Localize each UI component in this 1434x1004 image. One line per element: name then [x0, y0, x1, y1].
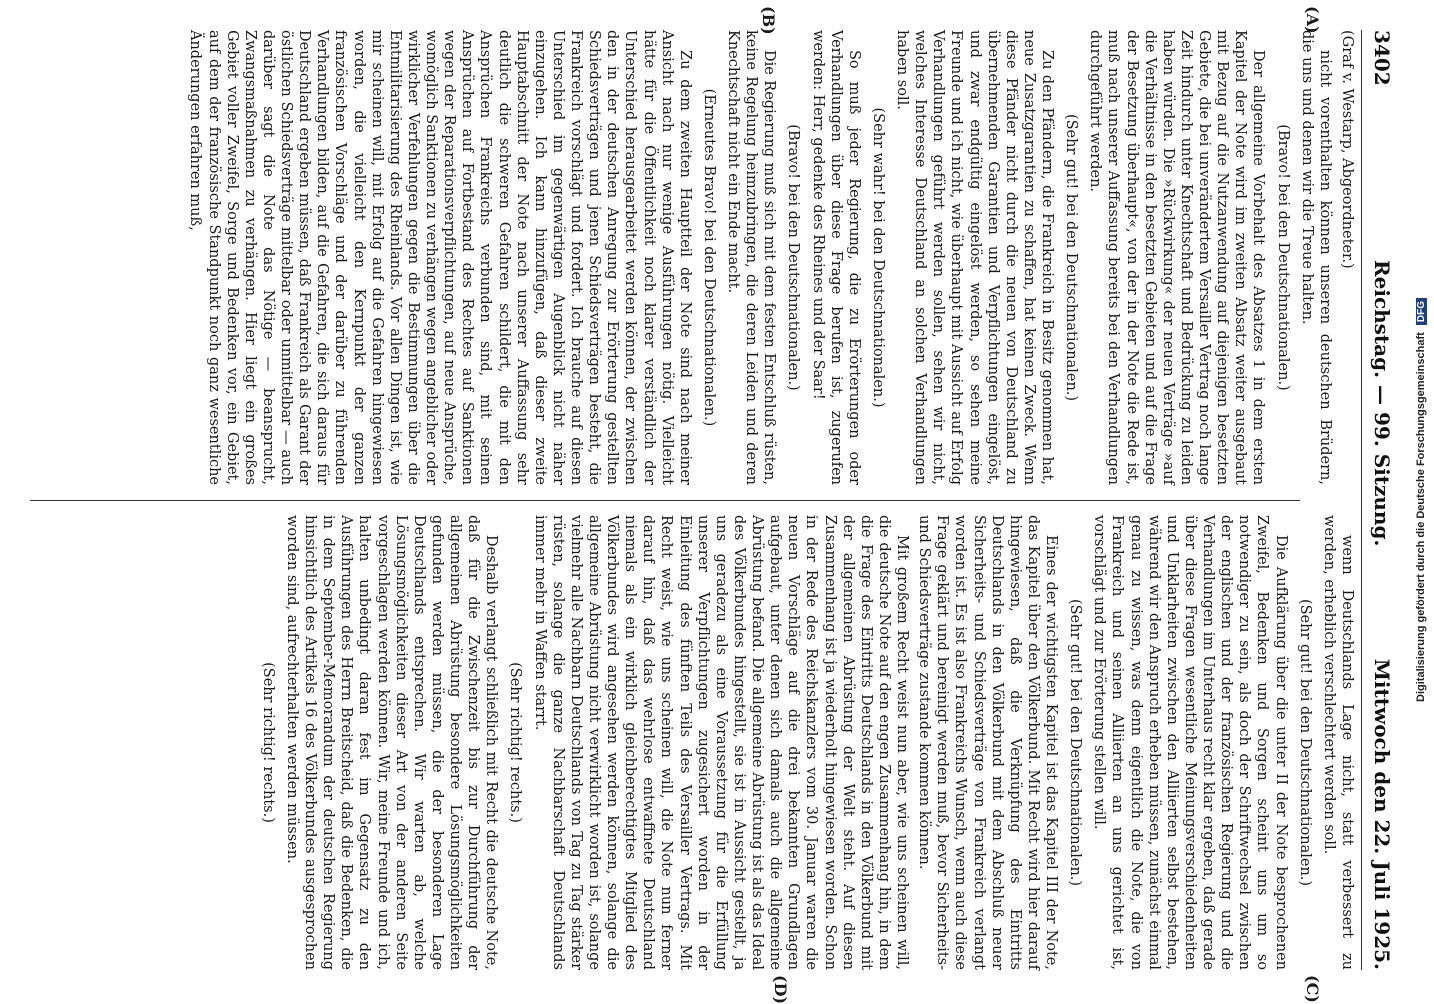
interjection: (Bravo! bei den Deutschnationalen.) — [1274, 124, 1291, 391]
right-column — [253, 515, 1356, 970]
interjection: (Bravo! bei den Deutschnationalen.) — [785, 124, 802, 391]
paragraph: Die Regierung muß sich mit dem festen Entschluß rüsten, keine Regelung heimzubringen, die deren Leiden und deren Knechtschaft nicht ein Ende macht. — [725, 30, 778, 485]
session-date: Mittwoch den 22. Juli 1925. — [1370, 658, 1394, 970]
dfg-logo: DFG — [1416, 298, 1427, 325]
margin-marker-a: (A) — [1303, 6, 1322, 34]
paragraph: nicht vorenthalten können unseren deutschen Brüdern, die uns und denen wir die Treue halten. — [1298, 30, 1333, 485]
session-title: Reichstag. — 99. Sitzung. — [1370, 260, 1394, 547]
interjection: (Sehr gut! bei den Deutschnationalen.) — [1067, 598, 1084, 887]
margin-marker-c: (C) — [1303, 975, 1322, 1003]
paragraph: Die Aufklärung über die unter II der Note besprochenen Zweifel, Bedenken und Sorgen scheint uns um so notwendiger zu sein, als doch der Schriftwechsel zwischen der englischen und der französischen Regierung und die Verhandlungen im Unterhaus recht klar ergeben, daß gerade über diese Fragen wesentliche Meinungsverschiedenheiten und Unklarheiten zwischen den Alliierten selbst bestehen, während wir den Anspruch erheben müssen, zunächst einmal genau zu wissen, was denn eigentlich die Note, die von Frankreich und seinen Alliierten an uns gerichtet ist, vorschlägt und zur Erörterung stellen will. — [1091, 515, 1289, 970]
interjection: (Sehr gut! bei den Deutschnationalen.) — [1296, 598, 1313, 887]
interjection: (Sehr richtig! rechts.) — [507, 662, 524, 823]
interjection: (Sehr richtig! rechts.) — [259, 662, 276, 823]
digitization-note — [1408, 0, 1434, 1000]
left-column — [182, 30, 1356, 485]
speaker-note: (Graf v. Westarp, Abgeordneter.) — [1339, 30, 1355, 269]
column-divider — [30, 500, 1300, 501]
interjection: (Sehr gut! bei den Deutschnationalen.) — [1063, 113, 1080, 402]
header-rule — [1361, 30, 1362, 970]
paragraph: Eines der wichtigsten Kapitel ist das Kapitel III der Note, das Kapitel über den Völkerbund. Mit Recht wird hier darauf hingewiesen, daß die Verknüpfung des Eintritts Deutschlands in den Völkerbund mit dem Abschluß neuer Sicherheits- und Schiedsverträge von Frankreich verlangt worden ist. Es ist also Frankreichs Wunsch, wenn auch diese Frage geklärt und bereinigt werden muß, bevor Sicherheits- und Schiedsverträge zustande kommen können. — [916, 515, 1060, 970]
page-number: 3402 — [1370, 30, 1394, 86]
margin-marker-d: (D) — [771, 975, 790, 1004]
page-header — [1364, 30, 1394, 970]
paragraph: Mit großem Recht weist nun aber, wie uns scheinen will, die deutsche Note auf den engen Zusammenhang hin, in dem die Frage des Eintritts Deutschlands in den Völkerbund mit der allgemeinen Abrüstung der Welt steht. Auf diesen Zusammenhang ist ja wiederholt hingewiesen worden. Schon in der Rede des Reichskanzlers vom 30. Januar waren die neuen Vorschläge auf die drei bekannten Grundlagen aufgebaut, unter denen sich damals auch die allgemeine Abrüstung befand. Die allgemeine Abrüstung ist als das Ideal des Völkerbundes hingestellt, sie ist in Aussicht gestellt, ja uns geradezu als eine Voraussetzung für die Erfüllung unserer Verpflichtungen zugesichert worden in der Einleitung des fünften Teils des Versailler Vertrags. Mit Recht weist, wie uns scheinen will, die Note nun ferner darauf hin, daß das wehrlose entwaffnete Deutschland niemals als ein wirklich gleichberechtigtes Mitglied des Völkerbundes wird angesehen werden können, solange die allgemeine Abrüstung nicht verwirklicht worden ist, solange vielmehr alle Nachbarn Deutschlands von Tag zu Tag stärker rüsten, solange die ganze Nachbarschaft Deutschlands immer mehr in Waffen starrt. — [531, 515, 911, 970]
paragraph: wenn Deutschlands Lage nicht, statt verbessert zu werden, erheblich verschlechtert werden soll. — [1320, 515, 1355, 970]
interjection: (Sehr wahr! bei den Deutschnationalen.) — [870, 107, 886, 408]
paragraph: Deshalb verlangt schließlich mit Recht die deutsche Note, daß für die Zwischenzeit bis zur Durchführung der allgemeinen Abrüstung besondere Lösungsmöglichkeiten gefunden werden müssen, die der besonderen Lage Deutschlands entsprechen. Wir warten ab, welche Lösungsmöglichkeiten dieser Art von der anderen Seite vorgeschlagen werden können. Wir, meine Freunde und ich, halten unbedingt daran fest im Gegensatz zu den Ausführungen des Herrn Breitscheid, daß die Bedenken, die in dem September-Memorandum der deutschen Regierung hinsichtlich des Artikels 16 des Völkerbundes ausgesprochen worden sind, aufrechterhalten werden müssen. — [284, 515, 500, 970]
paragraph: So muß jeder Regierung, die zu Erörterungen oder Verhandlungen über diese Frage berufen ist, zugerufen werden: Herr, gedenke des Rheines und der Saar! — [809, 30, 862, 485]
paragraph: Zu den Pfändern, die Frankreich in Besitz genommen hat, neue Zusatzgarantien zu schaffen, hat keinen Zweck. Wenn diese Pfänder nicht durch die neuen von Deutschland zu übernehmenden Garantien und Verpflichtungen eingelöst, und zwar endgültig eingelöst werden, so sehen meine Freunde und ich nicht, wie überhaupt mit Aussicht auf Erfolg Verhandlungen geführt werden sollen, sehen wir nicht, welches Interesse Deutschland an solchen Verhandlungen haben soll. — [894, 30, 1056, 485]
paragraph: Zu dem zweiten Hauptteil der Note sind nach meiner Ansicht nach nur wenige Ausführungen nötig. Vielleicht hätte für die Öffentlichkeit noch klarer verständlich der Unterschied herausgearbeitet werden können, der zwischen den in der deutschen Anregung zur Erörterung gestellten Schiedsverträgen und jenen Schiedsverträgen besteht, die Frankreich vorschlägt und fordert. Ich brauche auf diesen Unterschied im gegenwärtigen Augenblick nicht näher einzugehen. Ich kann hinzufügen, daß dieser zweite Hauptabschnitt der Note nach unserer Auffassung sehr deutlich die schweren Gefahren schildert, die mit den Ansprüchen Frankreichs verbunden sind, mit seinen Ansprüchen auf Fortbestand des Rechtes auf Sanktionen wegen der Reparationsverpflichtungen, auf neue Ansprüche, womöglich Sanktionen zu verhängen wegen angeblicher oder wirklicher Verfehlungen gegen die Bestimmungen über die Entmilitarisierung des Rheinlands. Vor allen Dingen ist, wie mir scheinen will, mit Erfolg auf die Gefahren hingewiesen worden, die vielleicht den Kernpunkt der ganzen französischen Vorschläge und der darüber zu führenden Verhandlungen bilden, auf die Gefahren, die sich daraus für Deutschland ergeben müssen, daß Frankreich als Garant der östlichen Schiedsverträge mittelbar oder unmittelbar — auch darüber sagt die Note das Nötige — beansprucht, Zwangsmaßnahmen zu verhängen. Hier liegt ein großes Gebiet voller Zweifel, Sorge und Bedenken vor, ein Gebiet, auf dem der französische Standpunkt noch ganz wesentliche Änderungen erfahren muß, — [187, 30, 693, 485]
interjection: (Erneutes Bravo! bei den Deutschnationalen.) — [701, 88, 717, 427]
margin-marker-b: (B) — [759, 6, 778, 35]
digitization-note-text: Digitalisierung gefördert durch die Deutsche Forschungsgemeinschaft — [1415, 332, 1427, 702]
paragraph: Der allgemeine Vorbehalt des Absatzes 1 in dem ersten Kapitel der Note wird im zweiten Absatz weiter ausgebaut mit Bezug auf die Nutzanwendung auf diejenigen besetzten Gebiete, die bei unverändertem Versailler Vertrag noch lange Zeit hindurch unter Knechtschaft und Bedrückung zu leiden haben würden. Die »Rückwirkung« der neuen Verträge »auf die Verhältnisse in den besetzten Gebieten und auf die Frage der Besetzung überhaupt«, von der in der Note die Rede ist, muß nach unserer Auffassung bereits bei den Verhandlungen durchgeführt werden. — [1087, 30, 1267, 485]
